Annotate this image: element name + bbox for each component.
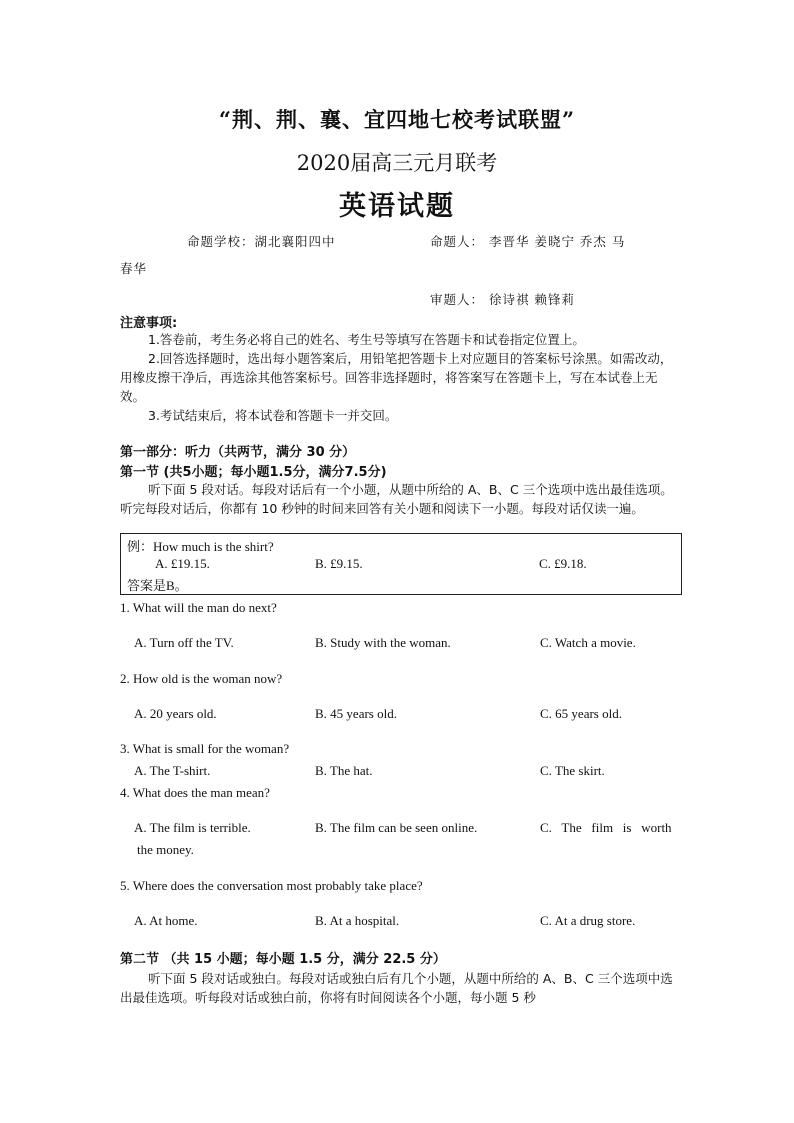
exam-session-title: 2020届高三元月联考 bbox=[296, 151, 498, 175]
q4-option-a: A. The film is terrible. bbox=[134, 820, 251, 835]
q3-option-b: B. The hat. bbox=[315, 763, 373, 778]
example-answer: 答案是B。 bbox=[127, 578, 188, 593]
exam-union-title: “荆、荆、襄、宜四地七校考试联盟” bbox=[218, 107, 576, 132]
example-option-a: A. £19.15. bbox=[155, 556, 210, 571]
question-5: 5. Where does the conversation most probably take place? bbox=[120, 878, 423, 893]
notice-item: 2.回答选择题时，选出每小题答案后，用铅笔把答题卡上对应题目的答案标号涂黑。如需改动，用橡皮擦干净后，再选涂其他答案标号。回答非选择题时，将答案写在答题卡上，写在本试卷上无效。 bbox=[120, 351, 673, 404]
section1-heading: 第一节 (共5小题；每小题1.5分，满分7.5分) bbox=[120, 465, 387, 480]
setting-school: 命题学校：湖北襄阳四中 bbox=[187, 234, 336, 249]
notice-item: 1.答卷前，考生务必将自己的姓名、考生号等填写在答题卡和试卷指定位置上。 bbox=[148, 332, 585, 347]
q5-option-c: C. At a drug store. bbox=[540, 913, 636, 928]
q5-option-a: A. At home. bbox=[134, 913, 198, 928]
q1-option-b: B. Study with the woman. bbox=[315, 635, 451, 650]
reviewers: 审题人： 徐诗祺 赖锋莉 bbox=[430, 292, 575, 307]
section1-instructions bbox=[120, 480, 676, 518]
instructions-text: 听下面 5 段对话或独白。每段对话或独白后有几个小题，从题中所给的 A、B、C 三个选项中选出最佳选项。听每段对话或独白前，你将有时间阅读各个小题，每小题 5 秒 bbox=[120, 971, 673, 1005]
instructions-text: 听下面 5 段对话。每段对话后有一个小题，从题中所给的 A、B、C 三个选项中选出最佳选项。听完每段对话后，你都有 10 秒钟的时间来回答有关小题和阅读下一小题。每段对话仅读一遍。 bbox=[120, 482, 673, 516]
question-1: 1. What will the man do next? bbox=[120, 600, 277, 615]
setters: 命题人： 李晋华 姜晓宁 乔杰 马 bbox=[430, 234, 626, 249]
q2-option-b: B. 45 years old. bbox=[315, 706, 397, 721]
q1-option-c: C. Watch a movie. bbox=[540, 635, 636, 650]
q4-option-c-cont: the money. bbox=[137, 842, 194, 857]
q2-option-a: A. 20 years old. bbox=[134, 706, 217, 721]
notice-heading: 注意事项: bbox=[120, 316, 178, 331]
q4-option-b: B. The film can be seen online. bbox=[315, 820, 478, 835]
q1-option-a: A. Turn off the TV. bbox=[134, 635, 234, 650]
setters-cont: 春华 bbox=[120, 261, 148, 276]
part1-heading: 第一部分：听力（共两节，满分 30 分） bbox=[120, 445, 356, 460]
question-3: 3. What is small for the woman? bbox=[120, 741, 290, 756]
q5-option-b: B. At a hospital. bbox=[315, 913, 400, 928]
question-4: 4. What does the man mean? bbox=[120, 785, 270, 800]
section2-instructions bbox=[120, 969, 676, 1007]
example-option-c: C. £9.18. bbox=[539, 556, 587, 571]
q3-option-a: A. The T-shirt. bbox=[134, 763, 211, 778]
q2-option-c: C. 65 years old. bbox=[540, 706, 622, 721]
section2-heading: 第二节 （共 15 小题；每小题 1.5 分，满分 22.5 分） bbox=[120, 952, 446, 967]
example-option-b: B. £9.15. bbox=[315, 556, 363, 571]
q3-option-c: C. The skirt. bbox=[540, 763, 605, 778]
example-question: 例：How much is the shirt? bbox=[127, 539, 274, 554]
question-2: 2. How old is the woman now? bbox=[120, 671, 283, 686]
notice-list bbox=[120, 330, 676, 425]
exam-subject-title: 英语试题 bbox=[339, 191, 455, 222]
example-box bbox=[120, 533, 682, 595]
notice-item: 3.考试结束后，将本试卷和答题卡一并交回。 bbox=[148, 408, 398, 423]
q4-option-c: C. The film is worth bbox=[540, 820, 672, 835]
